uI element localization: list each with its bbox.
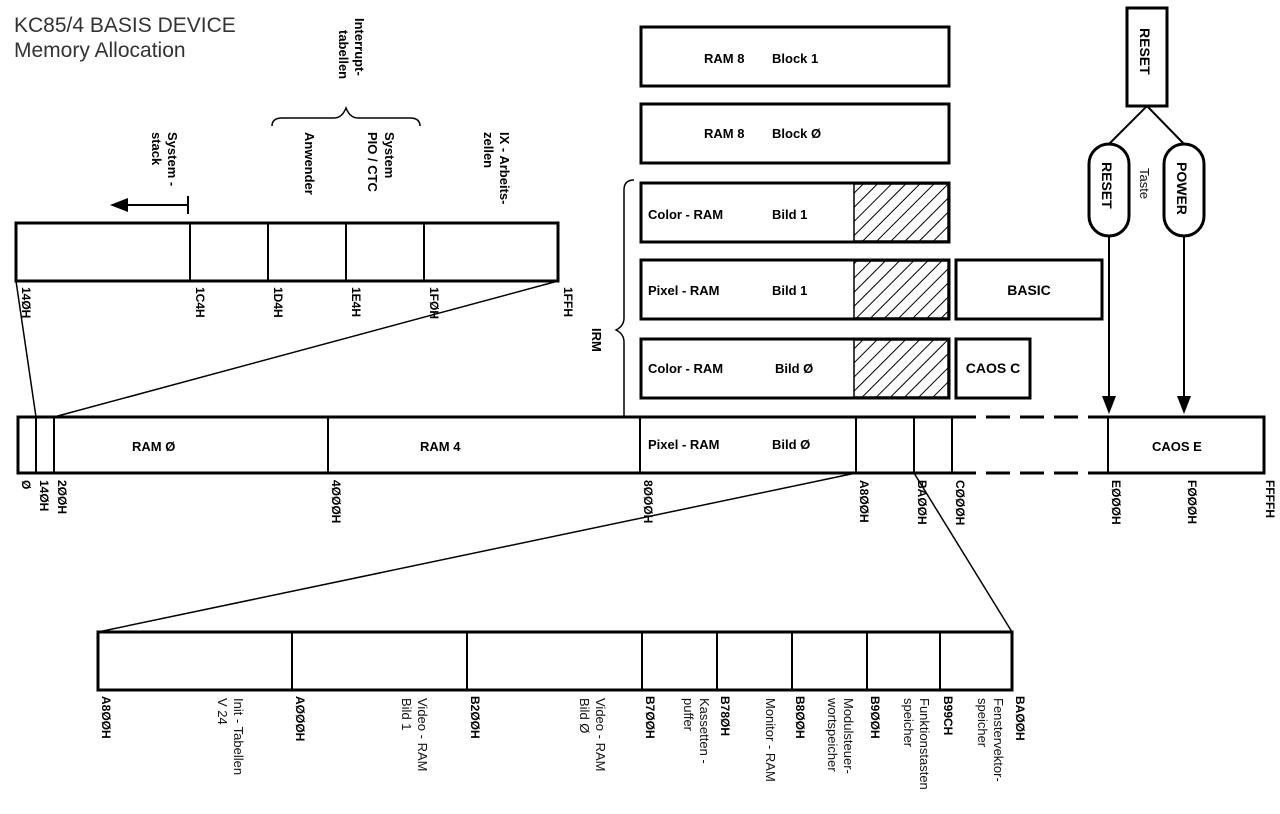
modul-label-1: Modulsteuer- (841, 698, 856, 774)
svg-text:CØØØH: CØØØH (953, 480, 967, 526)
funktion-label-1: Funktionstasten (917, 698, 932, 790)
svg-text:B9ØØH: B9ØØH (868, 696, 882, 739)
video-detail-bar (98, 632, 1012, 690)
pixel-ram-bild1 (641, 260, 949, 319)
fenster-label-1: Fenstervektor- (991, 698, 1006, 782)
interrupt-label-1: Interrupt- (352, 18, 367, 76)
svg-text:Bild 1: Bild 1 (772, 283, 808, 298)
systemstack-label-1: System - (165, 132, 180, 187)
svg-text:Pixel - RAM: Pixel - RAM (648, 283, 720, 298)
svg-text:14ØH: 14ØH (37, 480, 51, 512)
irm-bracket (616, 180, 634, 417)
low-addr-1d4: 1D4H (271, 287, 285, 318)
svg-text:A8ØØH: A8ØØH (99, 696, 113, 739)
ram8-block0 (641, 104, 949, 163)
svg-text:RAM 8: RAM 8 (704, 126, 745, 141)
basic-rom (956, 260, 1102, 319)
svg-text:4ØØØH: 4ØØØH (329, 480, 343, 524)
svg-text:Color - RAM: Color - RAM (648, 361, 724, 376)
init-label-2: V 24 (215, 698, 230, 725)
irm-label: IRM (589, 328, 604, 352)
low-memory-bar (16, 223, 558, 281)
svg-text:BAØØH: BAØØH (1013, 696, 1027, 741)
svg-text:RAM 8: RAM 8 (704, 51, 745, 66)
svg-text:A8ØØH: A8ØØH (857, 480, 871, 523)
caos-e-label: CAOS E (1152, 439, 1202, 454)
ram0-label: RAM Ø (132, 439, 176, 454)
anwender-label: Anwender (302, 132, 317, 195)
svg-text:B7ØØH: B7ØØH (643, 696, 657, 739)
svg-text:POWER: POWER (1174, 162, 1190, 215)
ram4-label: RAM 4 (420, 439, 461, 454)
svg-text:B2ØØH: B2ØØH (468, 696, 482, 739)
interrupt-label-2: tabellen (336, 30, 351, 80)
svg-text:B78ØH: B78ØH (718, 696, 732, 737)
system-label-1: System (382, 132, 397, 179)
low-addr-1f0: 1FØH (427, 287, 441, 320)
video1-label-1: Video - RAM (415, 698, 430, 772)
ix-label-2: zellen (481, 132, 496, 169)
taste-label: Taste (1137, 168, 1152, 200)
ix-label-1: IX - Arbeits- (497, 132, 512, 205)
video1-label-2: Bild 1 (399, 698, 414, 731)
svg-text:Ø: Ø (19, 480, 33, 490)
svg-text:Bild Ø: Bild Ø (775, 361, 814, 376)
low-addr-1ff: 1FFH (561, 287, 575, 317)
main-addresses (19, 480, 1277, 525)
caos-c-rom (956, 339, 1030, 398)
svg-text:Color - RAM: Color - RAM (648, 207, 724, 222)
svg-text:FFFFH: FFFFH (1263, 480, 1277, 518)
svg-text:BAØØH: BAØØH (915, 480, 929, 525)
fenster-label-2: speicher (975, 698, 990, 748)
low-addr-1c4: 1C4H (193, 287, 207, 318)
svg-text:RESET: RESET (1137, 28, 1153, 75)
diagram-subtitle: Memory Allocation (14, 39, 186, 62)
low-addr-140: 14ØH (19, 287, 33, 319)
svg-text:2ØØH: 2ØØH (55, 480, 69, 515)
svg-text:B99CH: B99CH (941, 696, 955, 736)
video-detail (98, 632, 1027, 790)
systemstack-label-2: stack (149, 132, 164, 166)
svg-text:Block Ø: Block Ø (772, 126, 822, 141)
low-addr-1e4: 1E4H (349, 287, 363, 318)
low-memory-detail (16, 18, 575, 319)
svg-text:RESET: RESET (1099, 162, 1115, 209)
color-ram-bild0 (641, 339, 949, 398)
pixel-bild0-label: Bild Ø (772, 437, 811, 452)
main-memory-bar (18, 417, 1264, 473)
funktion-label-2: speicher (901, 698, 916, 748)
svg-text:Bild 1: Bild 1 (772, 207, 808, 222)
svg-text:BASIC: BASIC (1007, 282, 1051, 298)
pixel-ram-label: Pixel - RAM (648, 437, 720, 452)
svg-text:AØØØH: AØØØH (293, 696, 307, 742)
system-label-2: PIO / CTC (365, 132, 380, 192)
color-ram-bild1 (641, 183, 949, 242)
monitor-label: Monitor - RAM (763, 698, 778, 782)
svg-text:8ØØØH: 8ØØØH (641, 480, 655, 524)
svg-text:FØØØH: FØØØH (1185, 480, 1199, 524)
diagram-title: KC85/4 BASIS DEVICE (14, 14, 236, 37)
kassetten-label-2: puffer (681, 698, 696, 732)
svg-text:Block 1: Block 1 (772, 51, 819, 66)
interrupt-brace (272, 108, 420, 126)
svg-text:B8ØØH: B8ØØH (793, 696, 807, 739)
ram8-block1 (641, 27, 949, 86)
svg-text:EØØØH: EØØØH (1109, 480, 1123, 525)
reset-section (1089, 8, 1204, 414)
svg-text:CAOS C: CAOS C (965, 360, 1021, 376)
modul-label-2: wortspeicher (825, 698, 840, 772)
video0-label-2: Bild Ø (577, 698, 592, 734)
video0-label-1: Video - RAM (593, 698, 608, 772)
init-label-1: Init - Tabellen (231, 698, 246, 776)
kassetten-label-1: Kassetten - (697, 698, 712, 764)
